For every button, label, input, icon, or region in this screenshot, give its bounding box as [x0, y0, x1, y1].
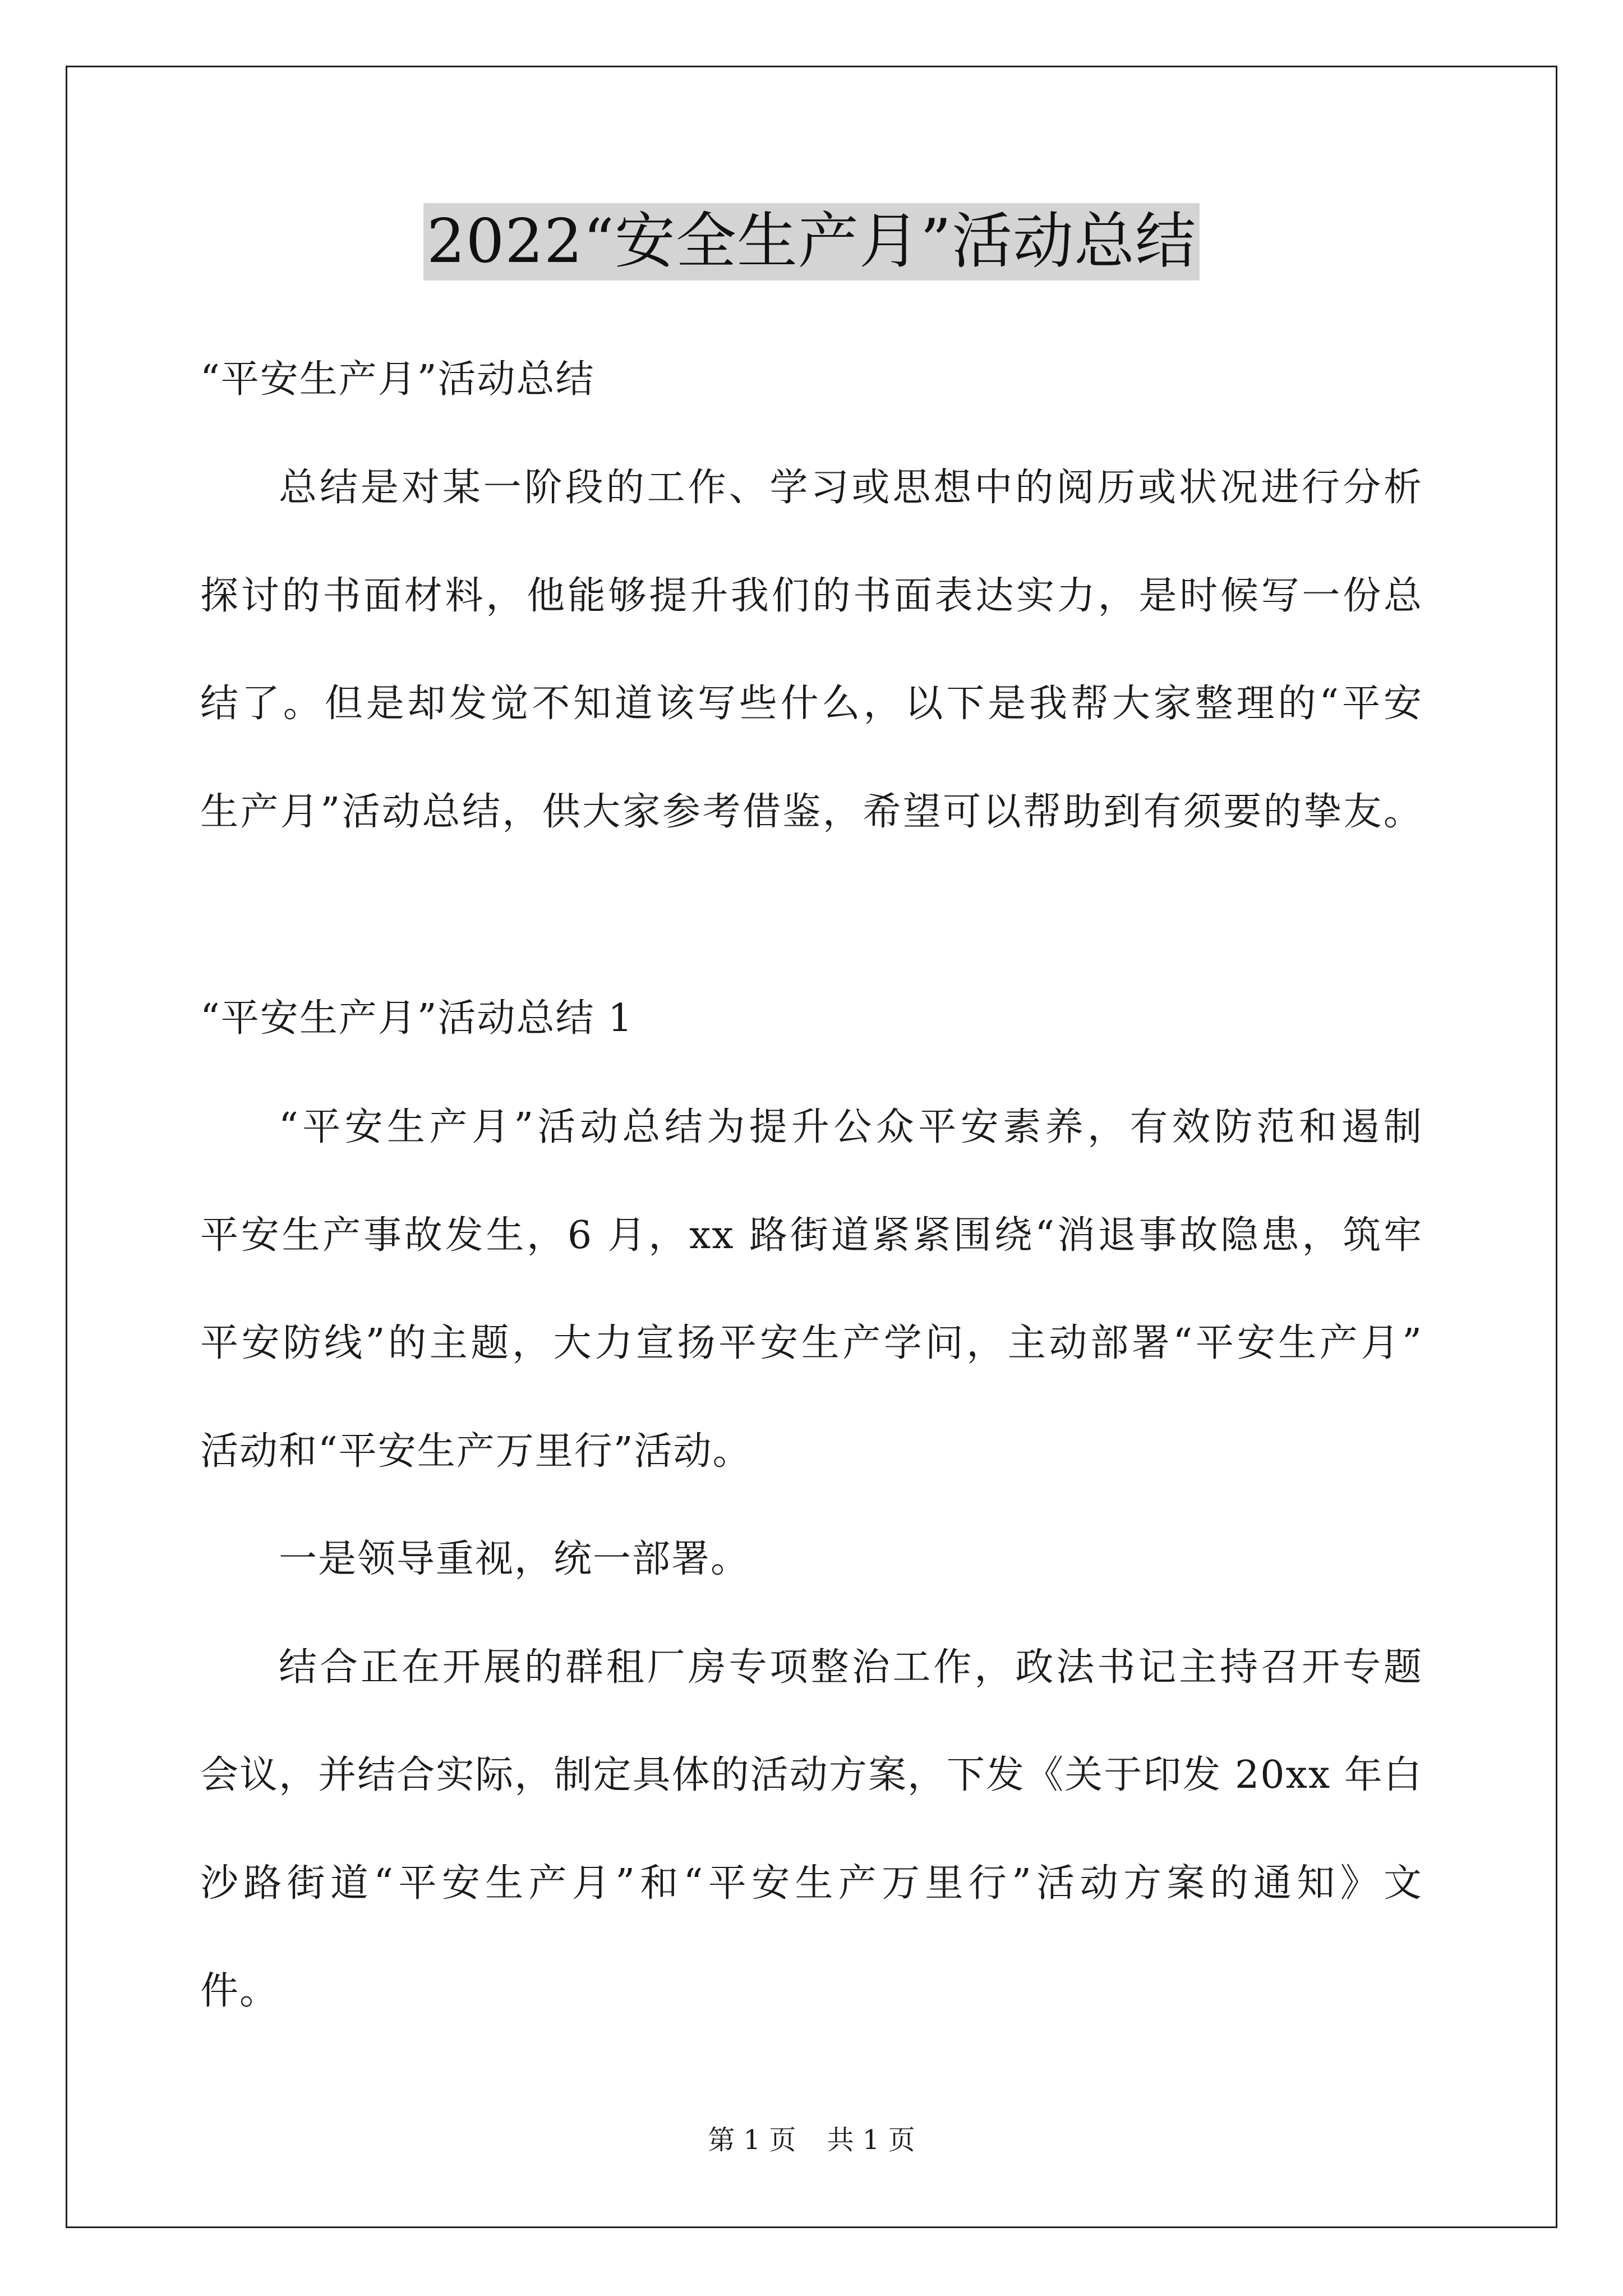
paragraph-line: 件。: [200, 1969, 279, 2013]
paragraph-line: 生产月”活动总结，供大家参考借鉴，希望可以帮助到有须要的挚友。: [200, 790, 1423, 834]
paragraph-line: 结了。但是却发觉不知道该写些什么，以下是我帮大家整理的“平安: [200, 682, 1423, 726]
paragraph-line: 探讨的书面材料，他能够提升我们的书面表达实力，是时候写一份总: [200, 574, 1423, 618]
paragraph-line: 沙路街道“平安生产月”和“平安生产万里行”活动方案的通知》文: [200, 1861, 1423, 1906]
paragraph-line: 平安生产事故发生，6 月，xx 路街道紧紧围绕“消退事故隐患，筑牢: [200, 1213, 1423, 1258]
paragraph-line: 会议，并结合实际，制定具体的活动方案，下发《关于印发 20xx 年白: [200, 1753, 1423, 1797]
paragraph-line: 活动和“平安生产万里行”活动。: [200, 1429, 752, 1474]
page-number: 第 1 页: [708, 2124, 796, 2156]
paragraph-line: 平安防线”的主题，大力宣扬平安生产学问，主动部署“平安生产月”: [200, 1321, 1423, 1365]
subtitle-line: “平安生产月”活动总结: [200, 357, 595, 402]
title-container: [0, 203, 1623, 280]
paragraph-line: 一是领导重视，统一部署。: [279, 1537, 750, 1581]
page-footer: [0, 2123, 1623, 2157]
paragraph-line: 结合正在开展的群租厂房专项整治工作，政法书记主持召开专题: [279, 1645, 1423, 1690]
page-total: 共 1 页: [827, 2124, 915, 2156]
paragraph-line: “平安生产月”活动总结为提升公众平安素养，有效防范和遏制: [279, 1105, 1423, 1149]
paragraph-line: 总结是对某一阶段的工作、学习或思想中的阅历或状况进行分析: [279, 466, 1423, 510]
section-heading: “平安生产月”活动总结 1: [200, 996, 634, 1041]
document-title: 2022“安全生产月”活动总结: [423, 203, 1200, 280]
